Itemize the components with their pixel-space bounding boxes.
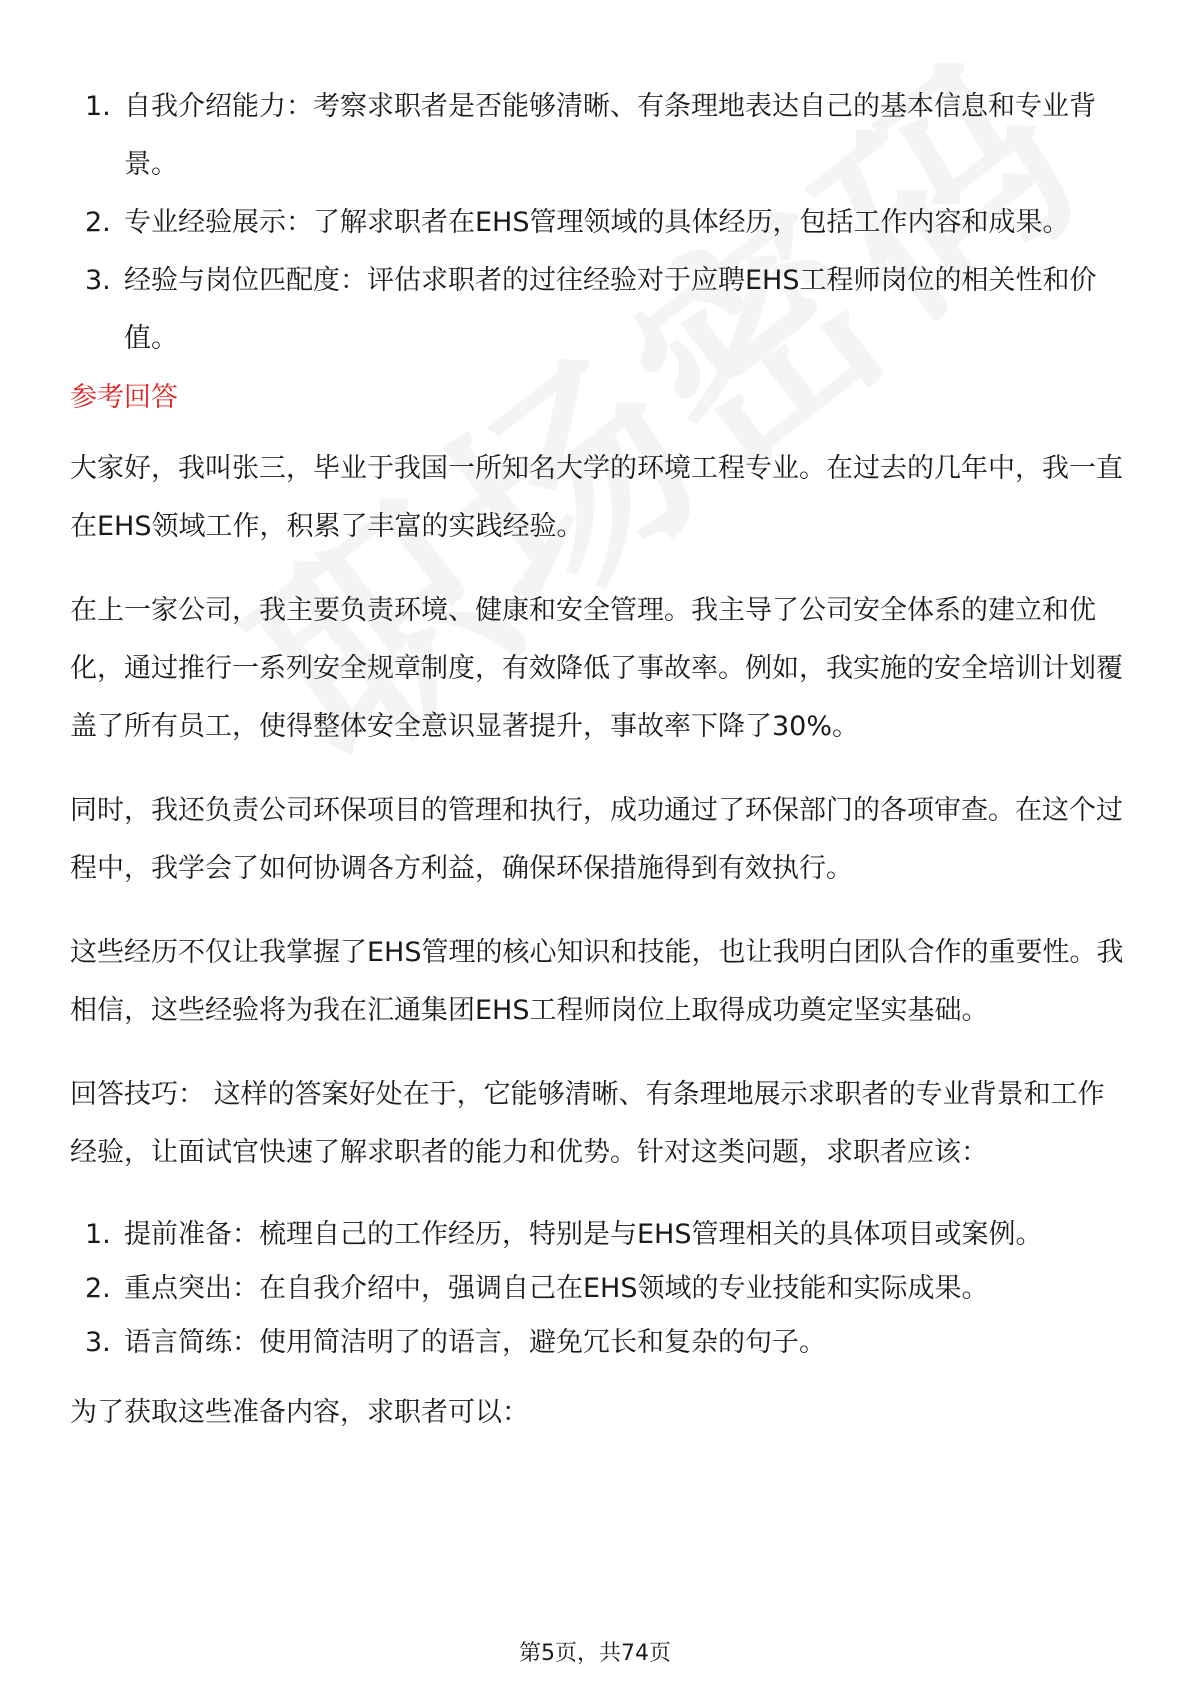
- list-item: [70, 1316, 1130, 1370]
- list-number: 1.: [85, 91, 111, 122]
- tips-paragraph: 回答技巧： 这样的答案好处在于，它能够清晰、有条理地展示求职者的专业背景和工作经验，让面试官快速了解求职者的能力和优势。针对这类问题，求职者应该：: [70, 1079, 1105, 1168]
- list-number: 3.: [85, 1327, 111, 1358]
- list-text: 提前准备：梳理自己的工作经历，特别是与EHS管理相关的具体项目或案例。: [124, 1219, 1043, 1250]
- list-number: 1.: [85, 1219, 111, 1250]
- list-item: [70, 1208, 1130, 1262]
- list-text: 自我介绍能力：考察求职者是否能够清晰、有条理地表达自己的基本信息和专业背景。: [124, 91, 1096, 180]
- answer-paragraph: 这些经历不仅让我掌握了EHS管理的核心知识和技能，也让我明白团队合作的重要性。我相信，这些经验将为我在汇通集团EHS工程师岗位上取得成功奠定坚实基础。: [70, 937, 1124, 1026]
- answer-paragraph: 在上一家公司，我主要负责环境、健康和安全管理。我主导了公司安全体系的建立和优化，通过推行一系列安全规章制度，有效降低了事故率。例如，我实施的安全培训计划覆盖了所有员工，使得整体安全意识显著提升，事故率下降了30%。: [70, 595, 1123, 742]
- closing-paragraph: 为了获取这些准备内容，求职者可以：: [70, 1397, 529, 1428]
- document-body: [70, 78, 1130, 1468]
- page-footer: 第5页，共74页: [519, 1641, 671, 1666]
- list-number: 3.: [85, 265, 111, 296]
- list-item: [70, 252, 1130, 368]
- answer-paragraph: 同时，我还负责公司环保项目的管理和执行，成功通过了环保部门的各项审查。在这个过程中，我学会了如何协调各方利益，确保环保措施得到有效执行。: [70, 795, 1123, 884]
- list-item: [70, 194, 1130, 252]
- list-text: 语言简练：使用简洁明了的语言，避免冗长和复杂的句子。: [124, 1327, 826, 1358]
- list-number: 2.: [85, 1273, 111, 1304]
- tips-list: [70, 1208, 1130, 1370]
- answer-paragraph: 大家好，我叫张三，毕业于我国一所知名大学的环境工程专业。在过去的几年中，我一直在EHS领域工作，积累了丰富的实践经验。: [70, 453, 1123, 542]
- list-text: 重点突出：在自我介绍中，强调自己在EHS领域的专业技能和实际成果。: [124, 1273, 989, 1304]
- list-item: [70, 78, 1130, 194]
- section-title: 参考回答: [70, 382, 178, 413]
- list-text: 经验与岗位匹配度：评估求职者的过往经验对于应聘EHS工程师岗位的相关性和价值。: [124, 265, 1097, 354]
- assessment-list: [70, 78, 1130, 368]
- list-number: 2.: [85, 207, 111, 238]
- list-text: 专业经验展示：了解求职者在EHS管理领域的具体经历，包括工作内容和成果。: [124, 207, 1070, 238]
- list-item: [70, 1262, 1130, 1316]
